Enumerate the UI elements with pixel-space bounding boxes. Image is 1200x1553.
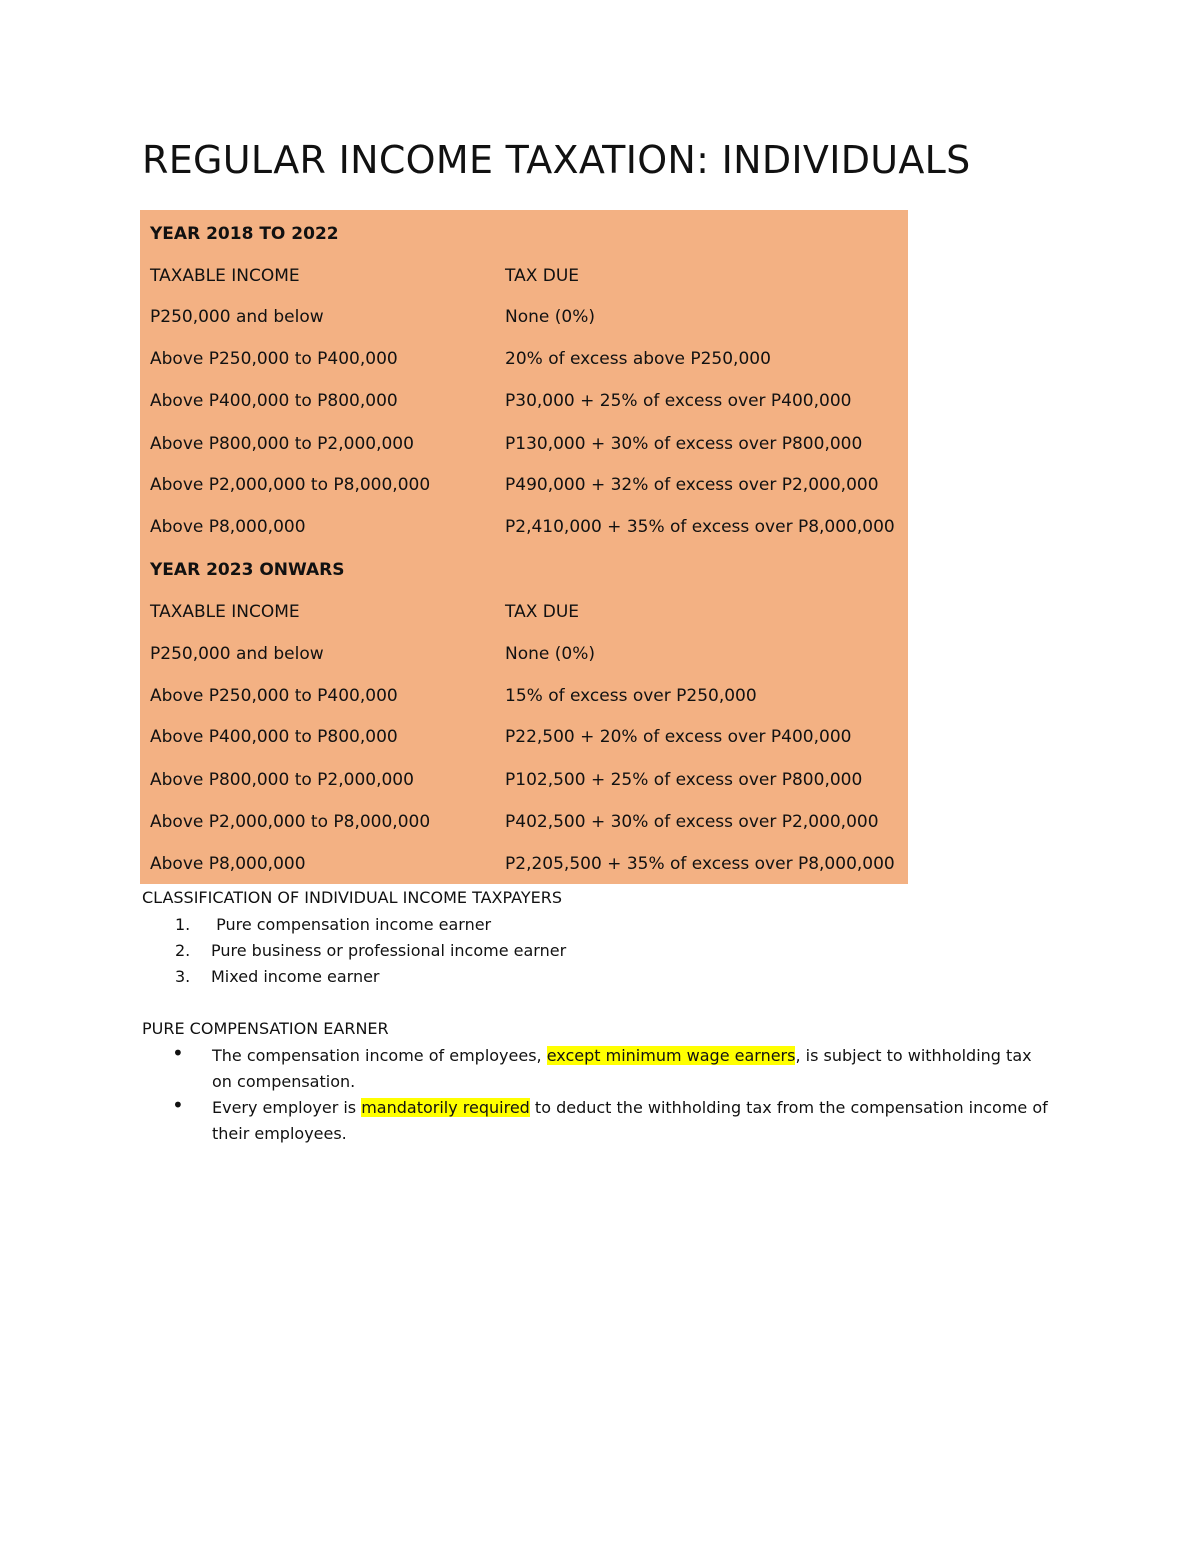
col-header-taxable-income: TAXABLE INCOME: [150, 266, 300, 286]
taxable-income-cell: Above P2,000,000 to P8,000,000: [150, 812, 431, 832]
list-item: [175, 965, 380, 989]
tax-due-cell: 20% of excess above P250,000: [505, 349, 771, 369]
list-number: 3.: [175, 967, 191, 986]
tax-due-cell: P2,205,500 + 35% of excess over P8,000,000: [505, 854, 895, 874]
col-header-tax-due: TAX DUE: [505, 602, 580, 622]
bullet-text: [212, 1095, 1052, 1147]
highlighted-text: mandatorily required: [361, 1098, 530, 1117]
list-item: [175, 939, 566, 963]
classification-heading: CLASSIFICATION OF INDIVIDUAL INCOME TAXPAYERS: [142, 888, 562, 907]
taxable-income-cell: Above P250,000 to P400,000: [150, 349, 398, 369]
taxable-income-cell: Above P800,000 to P2,000,000: [150, 770, 414, 790]
taxable-income-cell: P250,000 and below: [150, 644, 324, 664]
bullet-text-segment: , is subject to withholding tax on compensation.: [212, 1046, 1037, 1091]
page-title: REGULAR INCOME TAXATION: INDIVIDUALS: [142, 138, 971, 182]
year-heading: YEAR 2023 ONWARS: [150, 560, 345, 580]
tax-due-cell: P130,000 + 30% of excess over P800,000: [505, 434, 863, 454]
tax-due-cell: P22,500 + 20% of excess over P400,000: [505, 727, 852, 747]
list-text: Pure business or professional income earner: [211, 941, 567, 960]
bullet-icon: •: [172, 1093, 184, 1117]
tax-due-cell: P490,000 + 32% of excess over P2,000,000: [505, 475, 879, 495]
list-text: Mixed income earner: [211, 967, 380, 986]
tax-due-cell: P30,000 + 25% of excess over P400,000: [505, 391, 852, 411]
tax-due-cell: P102,500 + 25% of excess over P800,000: [505, 770, 863, 790]
taxable-income-cell: P250,000 and below: [150, 307, 324, 327]
year-heading: YEAR 2018 TO 2022: [150, 224, 339, 244]
tax-due-cell: None (0%): [505, 307, 595, 327]
col-header-taxable-income: TAXABLE INCOME: [150, 602, 300, 622]
tax-due-cell: None (0%): [505, 644, 595, 664]
list-number: 2.: [175, 941, 191, 960]
bullet-text-segment: The compensation income of employees,: [212, 1046, 547, 1065]
col-header-tax-due: TAX DUE: [505, 266, 580, 286]
list-number: 1.: [175, 915, 191, 934]
taxable-income-cell: Above P800,000 to P2,000,000: [150, 434, 414, 454]
tax-rate-table: [140, 210, 908, 884]
taxable-income-cell: Above P8,000,000: [150, 517, 306, 537]
taxable-income-cell: Above P400,000 to P800,000: [150, 727, 398, 747]
tax-due-cell: P2,410,000 + 35% of excess over P8,000,000: [505, 517, 895, 537]
list-text: Pure compensation income earner: [211, 915, 492, 934]
bullet-text-segment: Every employer is: [212, 1098, 362, 1117]
taxable-income-cell: Above P400,000 to P800,000: [150, 391, 398, 411]
taxable-income-cell: Above P8,000,000: [150, 854, 306, 874]
bullet-text-segment: to deduct the withholding tax from the compensation income of their employees.: [212, 1098, 1053, 1143]
taxable-income-cell: Above P2,000,000 to P8,000,000: [150, 475, 431, 495]
bullet-icon: •: [172, 1041, 184, 1065]
highlighted-text: except minimum wage earners: [546, 1046, 796, 1065]
pure-compensation-heading: PURE COMPENSATION EARNER: [142, 1019, 389, 1038]
tax-due-cell: P402,500 + 30% of excess over P2,000,000: [505, 812, 879, 832]
tax-due-cell: 15% of excess over P250,000: [505, 686, 757, 706]
list-item: [175, 913, 491, 937]
bullet-text: [212, 1043, 1052, 1095]
taxable-income-cell: Above P250,000 to P400,000: [150, 686, 398, 706]
